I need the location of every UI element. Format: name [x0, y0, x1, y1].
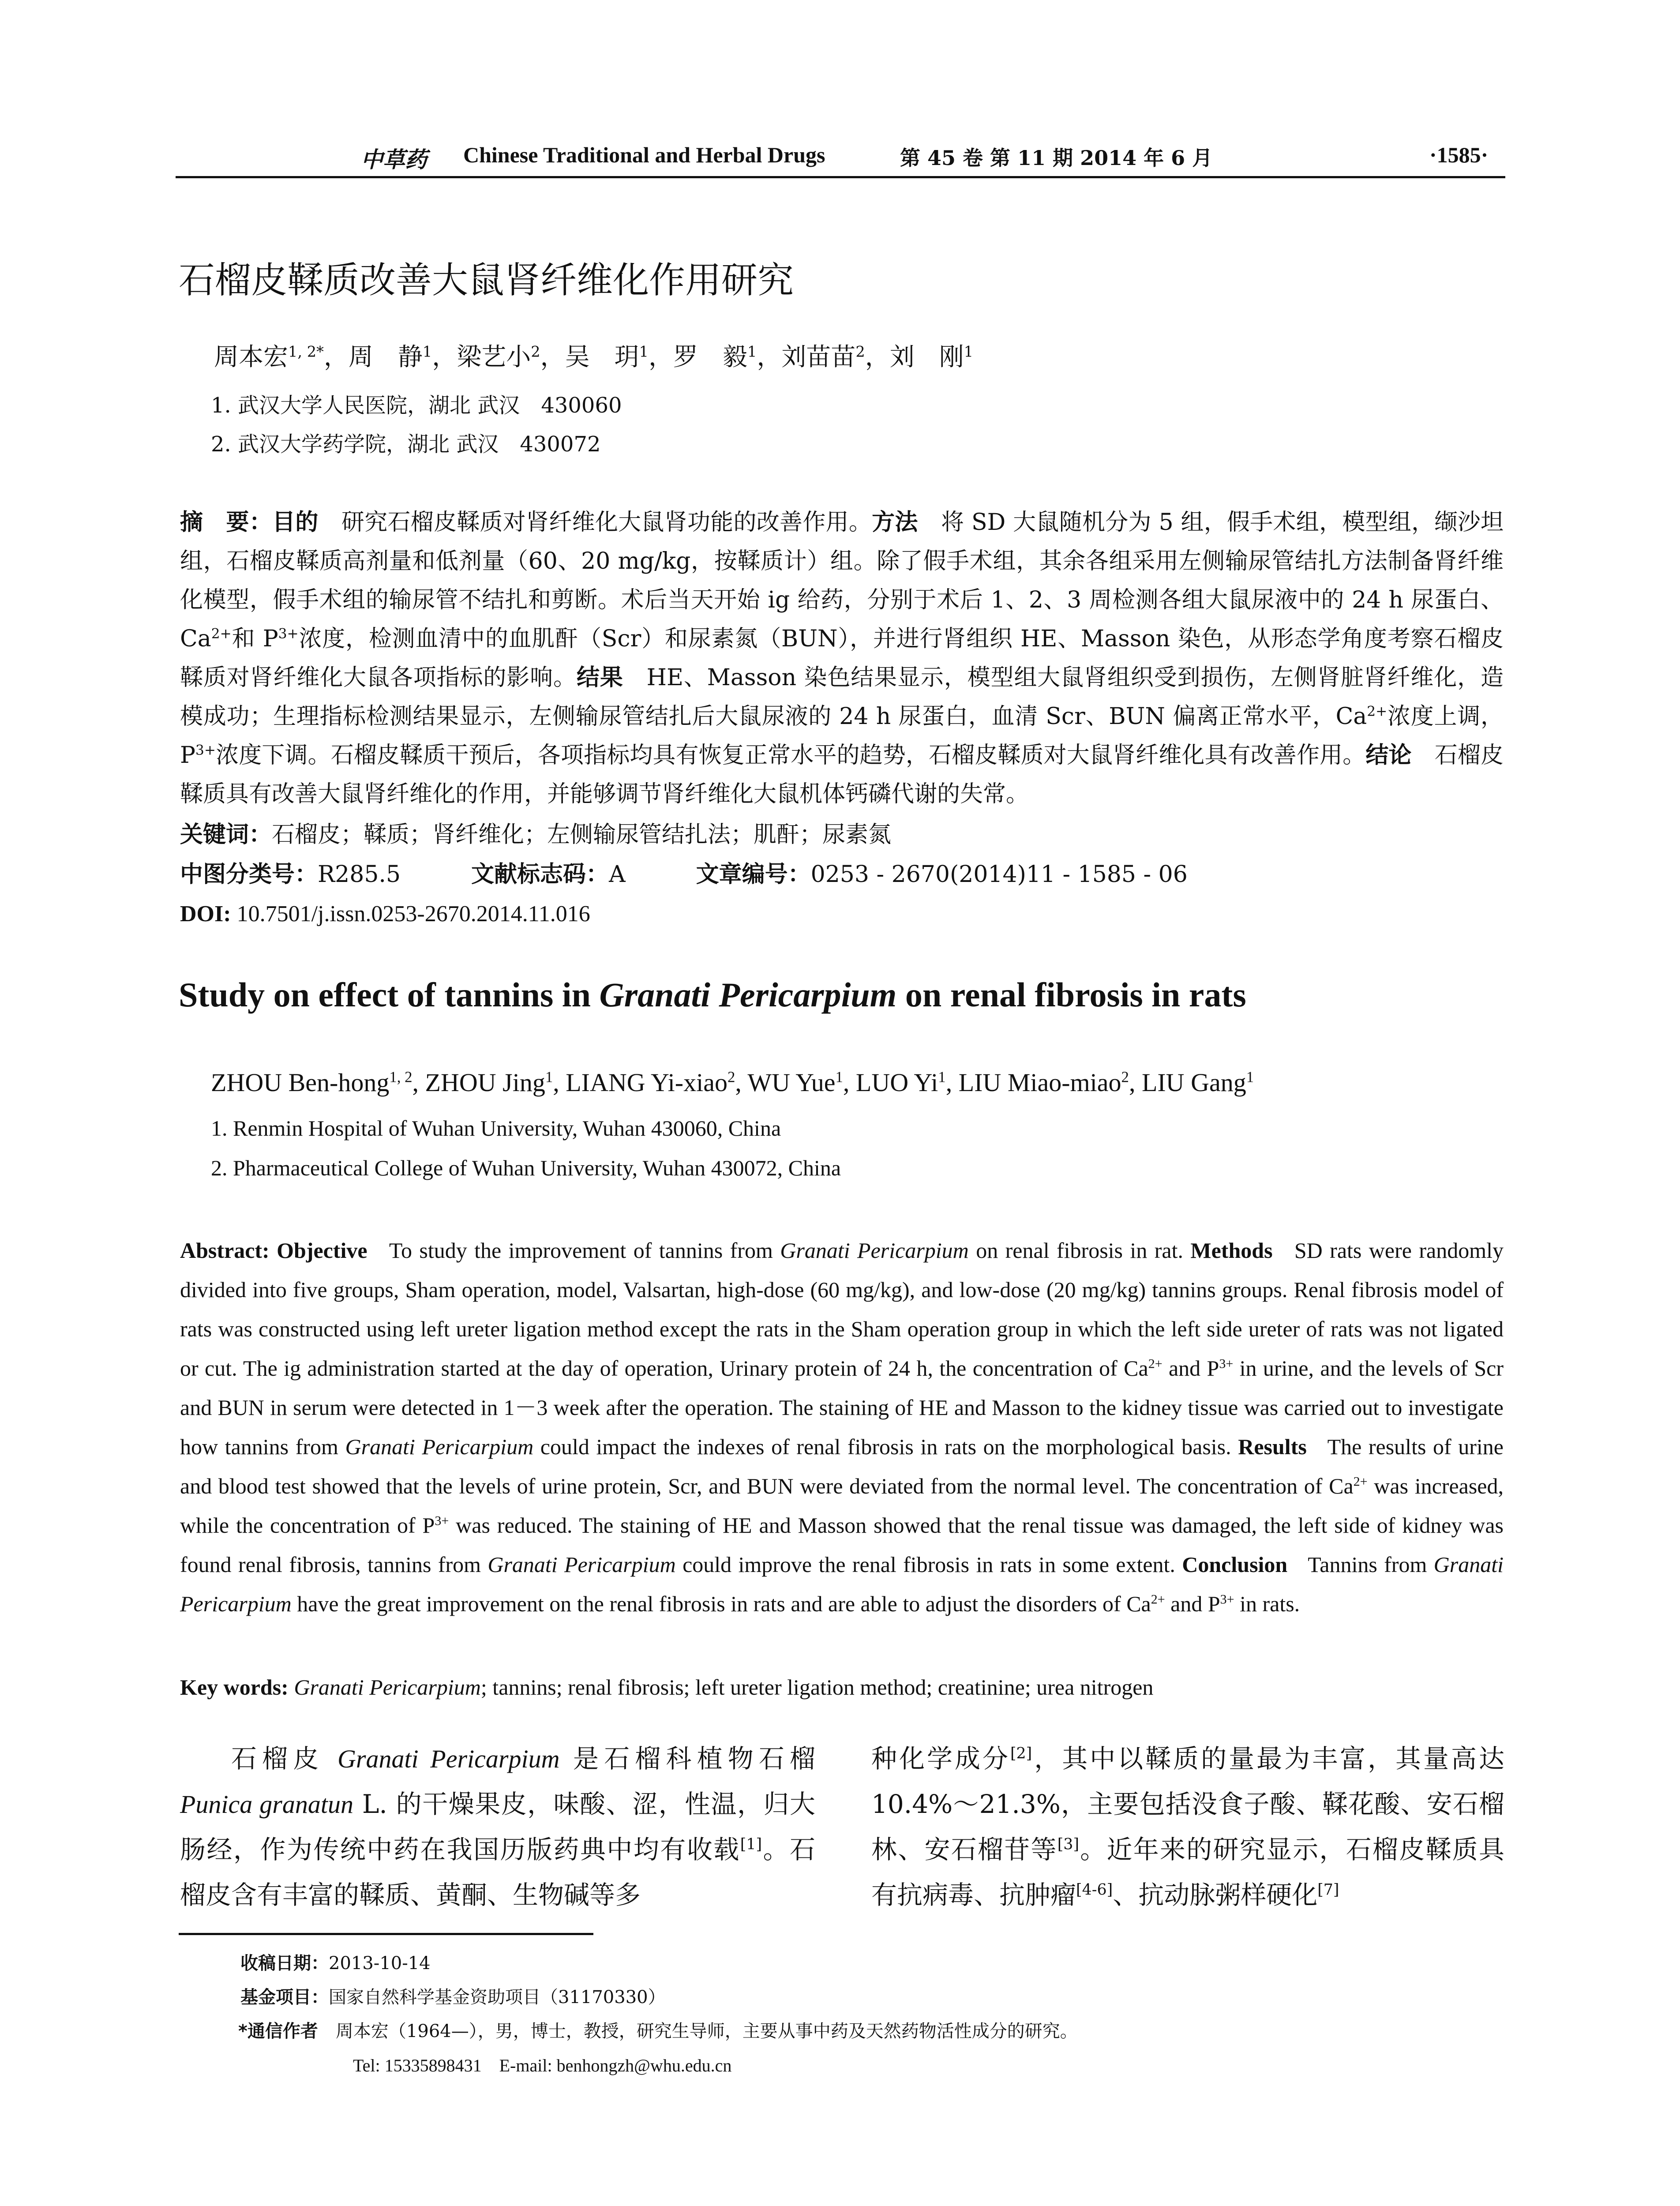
author-separator: ，: [757, 343, 782, 371]
author-separator: ，: [649, 343, 673, 371]
author-affiliation-mark: 2: [727, 1068, 735, 1086]
abstract-en-methods-label: Methods: [1190, 1238, 1273, 1263]
abstract-en-label: Abstract: Objective: [180, 1238, 368, 1263]
clc-value: R285.5: [318, 861, 401, 888]
abstract-label: 摘 要：: [180, 509, 273, 536]
footnote-received: [240, 1949, 431, 1974]
journal-name-cn: 中草药: [361, 146, 427, 173]
author-separator: ，: [865, 343, 890, 371]
body-text: 、抗动脉粥样硬化: [1113, 1880, 1318, 1910]
body-text: 。近年来的研究显示，石榴皮鞣质具有抗病毒、抗肿瘤: [871, 1835, 1504, 1910]
author-name: 梁艺小: [457, 343, 531, 371]
footnote-rule: [179, 1933, 593, 1935]
footnote-label: *通信作者: [238, 2021, 318, 2041]
header-rule: [176, 176, 1505, 178]
sup-ca: 2+: [1148, 1356, 1162, 1371]
author-name: ZHOU Jing: [425, 1068, 545, 1097]
body-text: 是石榴科植物石榴: [559, 1744, 816, 1774]
results-text-2: 浓度上调，P: [180, 703, 1504, 769]
author-name: ZHOU Ben-hong: [211, 1068, 390, 1097]
affiliation-cn-1: 1. 武汉大学人民医院，湖北 武汉 430060: [211, 393, 622, 418]
abstract-en-methods-4: could impact the indexes of renal fibrosis in rats on the morphological basis.: [533, 1434, 1238, 1459]
author-name: 吴 玥: [565, 343, 639, 371]
sup-ca: 2+: [1367, 703, 1388, 720]
author-affiliation-mark: 1: [545, 1068, 553, 1086]
abstract-en-results: The results of urine and blood test showed that the levels of urine protein, Scr, and BUN were deviated from the normal level. The concentration of Ca: [180, 1434, 1504, 1498]
abstract-en-results-label: Results: [1238, 1434, 1307, 1459]
authors-cn: [214, 338, 973, 373]
citation: [1]: [740, 1835, 762, 1853]
sup-ca: 2+: [211, 626, 232, 642]
results-text-3: 浓度下调。石榴皮鞣质干预后，各项指标均具有恢复正常水平的趋势，石榴皮鞣质对大鼠肾纤维化具有改善作用。: [215, 742, 1366, 769]
keywords-cn: [180, 815, 891, 854]
footnote-text: 2013-10-14: [329, 1953, 431, 1973]
author-separator: ,: [735, 1068, 748, 1097]
author-name: LUO Yi: [855, 1068, 938, 1097]
citation: [3]: [1057, 1835, 1080, 1853]
italic-term: Granati Pericarpium: [337, 1745, 560, 1773]
author-separator: ，: [540, 343, 565, 371]
author-affiliation-mark: 2: [1121, 1068, 1129, 1086]
doi-value: 10.7501/j.issn.0253-2670.2014.11.016: [236, 901, 590, 927]
methods-text-2: 和 P: [231, 626, 278, 652]
abstract-en-conclusion-2: have the great improvement on the renal fibrosis in rats and are able to adjust the disorders of Ca: [291, 1591, 1151, 1616]
sup-p: 3+: [278, 626, 299, 642]
results-text: HE、Masson 染色结果显示，模型组大鼠肾组织受到损伤，左侧肾脏肾纤维化，造模成功；生理指标检测结果显示，左侧输尿管结扎后大鼠尿液的 24 h 尿蛋白，血清 Scr、BUN 偏离正常水平，Ca: [180, 664, 1504, 730]
author-separator: ,: [553, 1068, 566, 1097]
body-text: 石榴皮: [231, 1744, 338, 1774]
doc-code-value: A: [609, 861, 626, 888]
author-name: 罗 毅: [673, 343, 747, 371]
author-affiliation-mark: 1: [1246, 1068, 1254, 1086]
objective-label: 目的: [272, 509, 319, 536]
author-name: 周 静: [348, 343, 423, 371]
page-number: ·1585·: [1429, 143, 1489, 167]
article-number-value: 0253 - 2670(2014)11 - 1585 - 06: [810, 861, 1188, 888]
author-separator: ,: [412, 1068, 425, 1097]
doi-line: [180, 895, 590, 934]
italic-term: Granati Pericarpium: [780, 1238, 969, 1263]
title-en-pre: Study on effect of tannins in: [179, 975, 600, 1014]
sup-p: 3+: [1220, 1592, 1234, 1607]
abstract-en-objective-2: on renal fibrosis in rat.: [968, 1238, 1191, 1263]
abstract-en-results-2: was increased, while the concentration of P: [180, 1474, 1504, 1538]
sup-ca: 2+: [1353, 1474, 1368, 1489]
footnote-label: 基金项目：: [240, 1987, 329, 2007]
author-affiliation-mark: 1: [747, 343, 757, 360]
italic-term: Granati Pericarpium: [180, 1552, 1504, 1616]
title-en: [179, 975, 1246, 1015]
author-name: 刘苗苗: [781, 343, 856, 371]
abstract-en-conclusion: Tannins from: [1308, 1552, 1434, 1577]
author-affiliation-mark: 1, 2: [389, 1068, 412, 1086]
footnote-corresponding: [238, 2017, 1078, 2042]
author-affiliation-mark: 1: [938, 1068, 946, 1086]
author-separator: ,: [1129, 1068, 1142, 1097]
italic-term: Granati Pericarpium: [345, 1434, 534, 1459]
affiliation-en-2: 2. Pharmaceutical College of Wuhan University, Wuhan 430072, China: [211, 1156, 841, 1180]
sup-p: 3+: [435, 1513, 449, 1528]
conclusion-text: 石榴皮鞣质具有改善大鼠肾纤维化的作用，并能够调节肾纤维化大鼠机体钙磷代谢的失常。: [180, 742, 1504, 807]
objective-text: 研究石榴皮鞣质对肾纤维化大鼠肾功能的改善作用。: [341, 509, 872, 536]
abstract-en-results-3: was reduced. The staining of HE and Masson showed that the renal tissue was damaged, the left side of kidney was found renal fibrosis, tannins from: [180, 1513, 1504, 1577]
author-affiliation-mark: 1, 2*: [288, 343, 324, 360]
abstract-en-conclusion-3: and P: [1165, 1591, 1220, 1616]
author-affiliation-mark: 1: [964, 343, 974, 360]
author-separator: ，: [432, 343, 457, 371]
abstract-en: [180, 1231, 1504, 1624]
keywords-en: [180, 1668, 1153, 1707]
keywords-en-text: ; tannins; renal fibrosis; left ureter ligation method; creatinine; urea nitrogen: [480, 1675, 1154, 1700]
footnote-contact: Tel: 15335898431 E-mail: benhongzh@whu.edu.cn: [353, 2056, 732, 2075]
authors-en: [211, 1068, 1254, 1097]
author-affiliation-mark: 2: [531, 343, 540, 360]
body-text: 种化学成分: [871, 1744, 1010, 1774]
citation: [2]: [1010, 1745, 1032, 1763]
doi-label: DOI:: [180, 901, 231, 927]
author-name: WU Yue: [747, 1068, 836, 1097]
clc-label: 中图分类号：: [180, 861, 318, 888]
author-affiliation-mark: 1: [835, 1068, 843, 1086]
author-affiliation-mark: 2: [855, 343, 865, 360]
citation: [4-6]: [1076, 1881, 1113, 1899]
affiliation-cn-2: 2. 武汉大学药学院，湖北 武汉 430072: [211, 432, 601, 457]
body-column-left: [180, 1736, 815, 1918]
methods-label: 方法: [872, 509, 918, 536]
sup-p: 3+: [1219, 1356, 1234, 1371]
author-name: 刘 刚: [889, 343, 964, 371]
keywords-en-label: Key words:: [180, 1675, 289, 1700]
abstract-en-results-4: could improve the renal fibrosis in rats in some extent.: [675, 1552, 1182, 1577]
conclusion-label: 结论: [1365, 742, 1412, 769]
author-separator: ,: [945, 1068, 959, 1097]
italic-term: Granati Pericarpium: [488, 1552, 676, 1577]
footnote-text: 周本宏（1964—），男，博士，教授，研究生导师，主要从事中药及天然药物活性成分的研究。: [335, 2021, 1078, 2041]
title-cn: 石榴皮鞣质改善大鼠肾纤维化作用研究: [179, 259, 794, 301]
body-text: ，其中以鞣质的量最为丰富，其量高达 10.4%～21.3%，主要包括没食子酸、鞣花酸、安石榴林、安石榴苷等: [871, 1744, 1504, 1865]
issue-info: 第 45 卷 第 11 期 2014 年 6 月: [900, 146, 1213, 170]
abstract-en-conclusion-label: Conclusion: [1182, 1552, 1288, 1577]
journal-name-en: Chinese Traditional and Herbal Drugs: [463, 143, 825, 167]
body-text: 。石榴皮含有丰富的鞣质、黄酮、生物碱等多: [180, 1835, 815, 1910]
keywords-label: 关键词：: [180, 822, 272, 848]
doc-code-label: 文献标志码：: [471, 861, 609, 888]
abstract-en-objective: To study the improvement of tannins from: [389, 1238, 780, 1263]
affiliation-en-1: 1. Renmin Hospital of Wuhan University, Wuhan 430060, China: [211, 1116, 781, 1141]
keywords-text: 石榴皮；鞣质；肾纤维化；左侧输尿管结扎法；肌酐；尿素氮: [272, 822, 892, 848]
abstract-en-methods-3: in urine, and the levels of Scr and BUN in serum were detected in 1－3 week after the operation. The staining of HE and Masson to the kidney tissue was carried out to investigate how tannins from: [180, 1356, 1504, 1459]
methods-text: 将 SD 大鼠随机分为 5 组，假手术组，模型组，缬沙坦组，石榴皮鞣质高剂量和低剂量（60、20 mg/kg，按鞣质计）组。除了假手术组，其余各组采用左侧输尿管结扎方法制备肾纤维化模型，假手术组的输尿管不结扎和剪断。术后当天开始 ig 给药，分别于术后 1、2、3 周检测各组大鼠尿液中的 24 h 尿蛋白、Ca: [180, 509, 1504, 652]
italic-term: Granati Pericarpium: [294, 1675, 481, 1700]
author-name: 周本宏: [214, 343, 288, 371]
author-affiliation-mark: 1: [639, 343, 649, 360]
body-column-right: [871, 1736, 1504, 1918]
abstract-en-conclusion-4: in rats.: [1234, 1591, 1300, 1616]
italic-term: Punica granatun: [180, 1790, 353, 1819]
footnote-text: 国家自然科学基金资助项目（31170330）: [329, 1987, 666, 2007]
citation: [7]: [1317, 1881, 1339, 1899]
title-en-post: on renal fibrosis in rats: [896, 975, 1246, 1014]
footnote-label: 收稿日期：: [240, 1953, 329, 1973]
results-label: 结果: [576, 664, 623, 691]
title-en-italic: Granati Pericarpium: [599, 975, 897, 1014]
footnote-fund: [240, 1983, 666, 2008]
author-name: LIU Gang: [1141, 1068, 1246, 1097]
author-affiliation-mark: 1: [422, 343, 432, 360]
author-name: LIANG Yi-xiao: [566, 1068, 728, 1097]
classification-line: [180, 855, 1188, 894]
abstract-en-methods-2: and P: [1162, 1356, 1219, 1381]
abstract-cn: [180, 503, 1504, 814]
author-name: LIU Miao-miao: [958, 1068, 1121, 1097]
author-separator: ,: [843, 1068, 856, 1097]
abstract-en-methods: SD rats were randomly divided into five groups, Sham operation, model, Valsartan, high-dose (60 mg/kg), and low-dose (20 mg/kg) tannins groups. Renal fibrosis model of rats was constructed using left ureter ligation method except the rats in the Sham operation group in which the left side ureter of rats was not ligated or cut. The ig administration started at the day of operation, Urinary protein of 24 h, the concentration of Ca: [180, 1238, 1504, 1381]
sup-p: 3+: [195, 742, 216, 758]
body-text: L. 的干燥果皮，味酸、涩，性温，归大肠经，作为传统中药在我国历版药典中均有收载: [180, 1789, 816, 1865]
methods-text-3: 浓度，检测血清中的血肌酐（Scr）和尿素氮（BUN），并进行肾组织 HE、Masson 染色，从形态学角度考察石榴皮鞣质对肾纤维化大鼠各项指标的影响。: [180, 626, 1504, 691]
article-number-label: 文章编号：: [696, 861, 811, 888]
author-separator: ，: [323, 343, 349, 371]
sup-ca: 2+: [1151, 1592, 1165, 1607]
